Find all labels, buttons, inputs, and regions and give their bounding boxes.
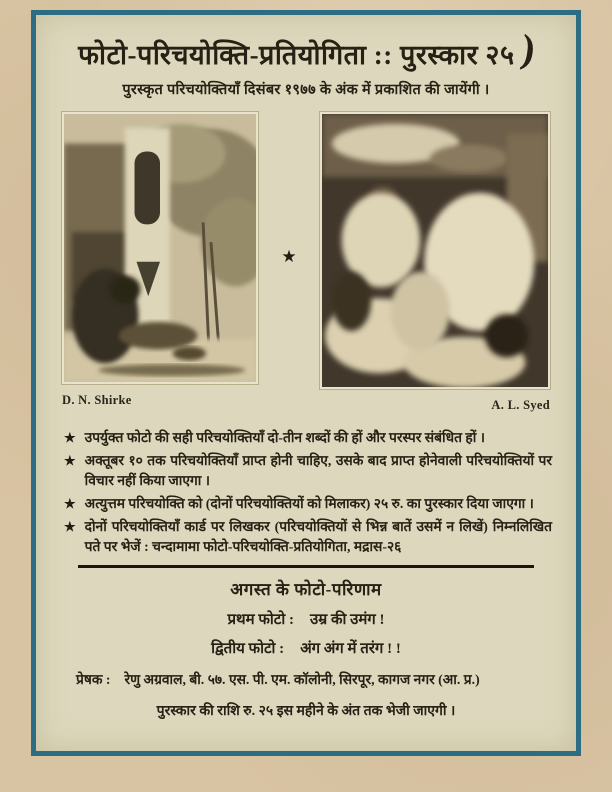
page-frame — [31, 10, 581, 756]
result-label: प्रथम फोटो : — [227, 612, 294, 628]
contest-photo-right — [320, 112, 550, 413]
results-section — [54, 577, 558, 720]
rule-item — [64, 451, 552, 491]
title-flourish: ) — [518, 25, 538, 72]
page-title: फोटो-परिचयोक्ति-प्रतियोगिता :: पुरस्कार २५ — [78, 39, 515, 70]
result-label: द्वितीय फोटो : — [211, 641, 285, 657]
prize-note: पुरस्कार की राशि रु. २५ इस महीने के अंत तक भेजी जाएगी । — [156, 704, 456, 719]
star-separator-icon: ★ — [281, 246, 297, 266]
rule-item — [64, 517, 552, 557]
masthead — [54, 25, 558, 99]
result-caption: उम्र की उमंग ! — [310, 612, 385, 628]
star-bullet-icon: ★ — [64, 496, 76, 511]
star-bullet-icon: ★ — [64, 453, 76, 468]
results-heading: अगस्त के फोटो-परिणाम — [230, 580, 382, 599]
result-caption: अंग अंग में तरंग ! ! — [300, 641, 401, 657]
sender-label: प्रेषक : — [76, 672, 111, 687]
photo-right-caption: A. L. Syed — [491, 398, 550, 412]
photo-row — [54, 112, 558, 413]
photo-left-caption: D. N. Shirke — [62, 393, 132, 407]
section-divider — [78, 565, 534, 568]
rule-item — [64, 494, 552, 514]
rule-text: अत्युत्तम परिचयोक्ति को (दोनों परिचयोक्तियों को मिलाकर) २५ रु. का पुरस्कार दिया जाएगा । — [84, 496, 534, 511]
sender-line — [54, 670, 558, 689]
rule-text: अक्तूबर १० तक परिचयोक्तियाँ प्राप्त होनी चाहिए, उसके बाद प्राप्त होनेवाली परिचयोक्तियों पर विचार नहीं किया जाएगा । — [84, 453, 552, 488]
photo-left-image — [62, 112, 258, 384]
sender-address: रेणु अग्रवाल, बी. ५७. एस. पी. एम. कॉलोनी, सिरपूर, कागज नगर (आ. प्र.) — [124, 672, 480, 687]
page-subtitle: पुरस्कृत परिचयोक्तियाँ दिसंबर १९७७ के अंक में प्रकाशित की जायेंगी । — [122, 82, 490, 98]
photo-right-image — [320, 112, 550, 389]
star-bullet-icon: ★ — [64, 430, 76, 445]
title-row — [54, 25, 558, 73]
contest-photo-left — [62, 112, 258, 408]
result-second-photo — [54, 638, 558, 658]
rule-item — [64, 428, 552, 448]
result-first-photo — [54, 609, 558, 629]
rule-text: दोनों परिचयोक्तियाँ कार्ड पर लिखकर (परिचयोक्तियों से भिन्न बातें उसमें न लिखें) निम्नलिखित पते पर भेजें : चन्दामामा फोटो-परिचयोक्ति-प्रतियोगिता, मद्रास-२६ — [84, 519, 552, 554]
contest-rules-list — [54, 428, 558, 557]
rule-text: उपर्युक्त फोटो की सही परिचयोक्तियाँ दो-तीन शब्दों की हों और परस्पर संबंधित हों । — [84, 430, 485, 445]
star-bullet-icon: ★ — [64, 519, 76, 534]
